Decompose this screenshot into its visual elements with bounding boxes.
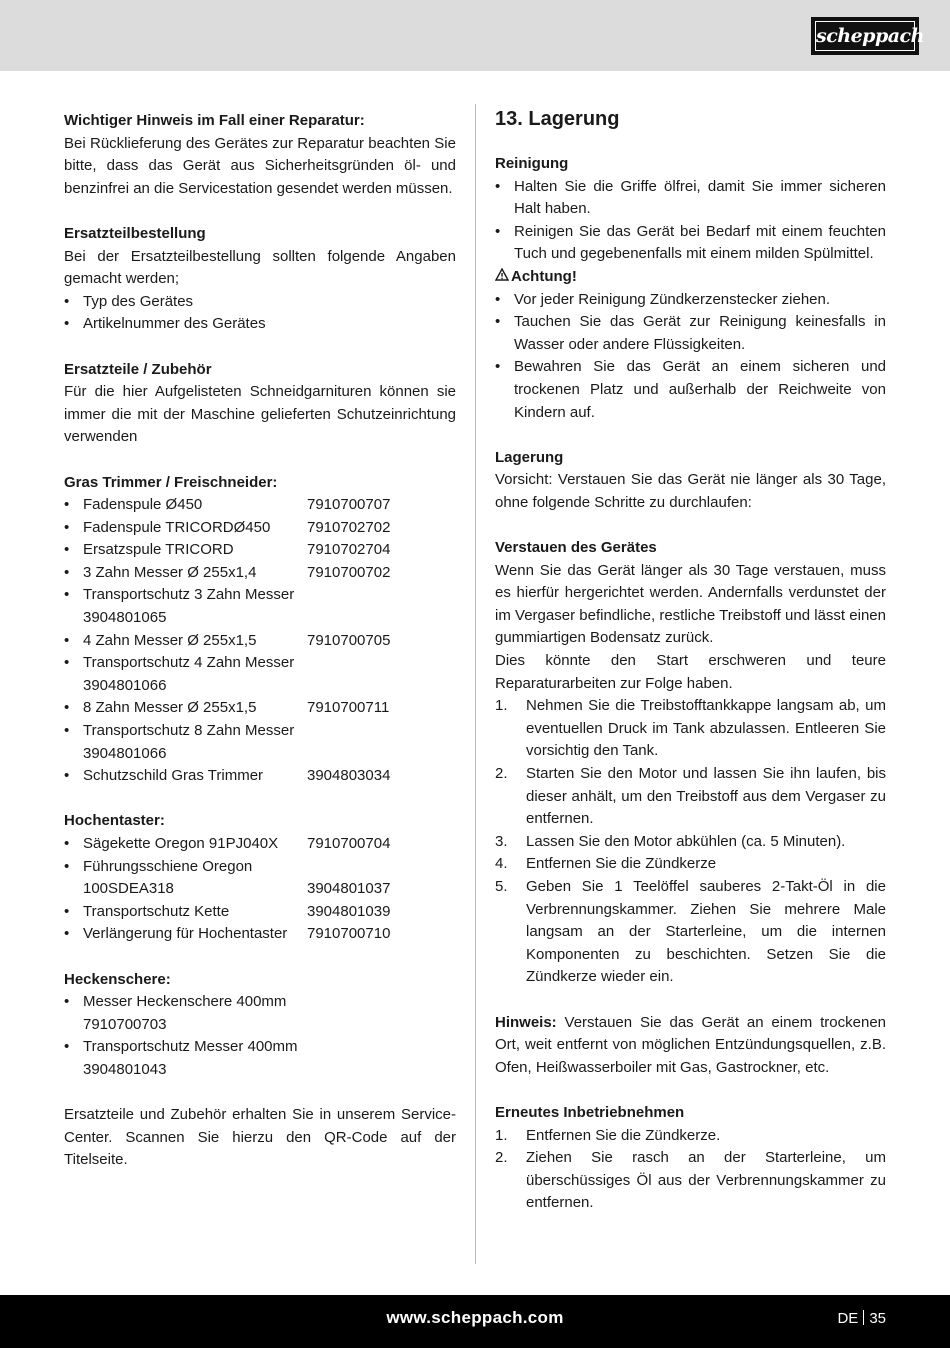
list-item: • Vor jeder Reinigung Zündkerzenstecker ziehen. <box>495 289 886 312</box>
chapter-heading: 13. Lagerung <box>495 108 620 130</box>
part-item <box>64 991 456 1036</box>
header-bar <box>0 0 950 71</box>
warning-list <box>495 289 886 425</box>
footer-bar <box>0 1295 950 1348</box>
part-number: 3904801037 <box>307 880 391 898</box>
part-number: 3904801039 <box>307 902 391 920</box>
part-item <box>64 720 456 765</box>
part-item <box>64 923 456 946</box>
part-number: 7910700710 <box>307 925 391 943</box>
list-item: • Bewahren Sie das Gerät an einem sicheren und trockenen Platz und außerhalb der Reichweite von Kindern auf. <box>495 356 886 424</box>
logo-text: scheppach <box>815 21 915 51</box>
part-number: 3904801066 <box>83 744 167 762</box>
part-number: 7910700704 <box>307 835 391 852</box>
part-name: Sägekette Oregon 91PJ040X <box>83 835 279 852</box>
column-divider <box>475 104 476 1264</box>
gras-parts-list <box>64 494 456 788</box>
repair-text: Bei Rücklieferung des Gerätes zur Reparatur beachten Sie bitte, dass das Gerät aus Sicherheitsgründen öl- und benzinfrei an die Servicestation gesendet werden müssen. <box>64 134 456 197</box>
clean-list <box>495 176 886 266</box>
part-item <box>64 562 456 585</box>
part-number: 3904801066 <box>83 676 167 694</box>
list-item: • Halten Sie die Griffe ölfrei, damit Sie immer sicheren Halt haben. <box>495 176 886 221</box>
note-text: Hinweis: Verstauen Sie das Gerät an einem trockenen Ort, weit entfernt von möglichen Entzündungsquellen, z.B. Ofen, Heißwasserboiler mit Gas, Gastrockner, etc. <box>495 1013 886 1076</box>
part-item <box>64 697 456 720</box>
part-name: • Transportschutz 4 Zahn Messer <box>83 654 295 672</box>
part-name: Fadenspule TRICORDØ450 <box>83 518 271 536</box>
list-item: • Typ des Gerätes <box>64 291 456 314</box>
restart-heading: Erneutes Inbetriebnehmen <box>495 1103 685 1121</box>
part-name: • Messer Heckenschere 400mm <box>83 993 287 1011</box>
stow-heading: Verstauen des Gerätes <box>495 539 657 557</box>
part-name: 3 Zahn Messer Ø 255x1,4 <box>83 563 257 581</box>
part-number: 7910700711 <box>307 699 390 717</box>
part-name: Transportschutz Kette <box>83 902 230 920</box>
list-item: • Tauchen Sie das Gerät zur Reinigung keinesfalls in Wasser oder andere Flüssigkeiten. <box>495 311 886 356</box>
stow-steps <box>495 695 886 989</box>
part-item <box>64 517 456 540</box>
part-name: 8 Zahn Messer Ø 255x1,5 <box>83 699 257 717</box>
order-text: Bei der Ersatzteilbestellung sollten folgende Angaben gemacht werden; <box>64 247 456 288</box>
step-item: 5. Geben Sie 1 Teelöffel sauberes 2-Takt-Öl in die Verbrennungskammer. Ziehen Sie mehrere Male langsam an der Starterleine, um die internen Komponenten zu beschichten. Setzen Sie die Zündkerze wieder ein. <box>495 878 886 986</box>
stow-text-2: Dies könnte den Start erschweren und teure Reparaturarbeiten zur Folge haben. <box>495 652 886 692</box>
note-label: Hinweis: <box>495 1013 557 1031</box>
part-number: 7910700707 <box>307 496 391 514</box>
stow-text: Wenn Sie das Gerät länger als 30 Tage verstauen, muss es hierfür hergerichtet werden. Andernfalls verdunstet der im Vergaser befindliche, restliche Treibstoff und lässt einen gummiartigen Bodensatz zurück. <box>495 561 886 647</box>
step-item: 4. Entfernen Sie die Zündkerze <box>495 855 717 873</box>
part-number: 7910700703 <box>83 1015 167 1033</box>
part-number: 7910702702 <box>307 518 391 536</box>
order-list <box>64 291 456 336</box>
part-item <box>64 901 456 924</box>
language-code: DE <box>837 1310 859 1327</box>
part-number: 3904803034 <box>307 767 391 785</box>
warning-label: Achtung! <box>511 267 577 285</box>
part-item <box>64 856 456 901</box>
spares-text: Für die hier Aufgelisteten Schneidgarnituren können sie immer die mit der Maschine gelieferten Schutzeinrichtung verwenden <box>64 383 456 446</box>
website-link[interactable]: www.scheppach.com <box>386 1308 564 1327</box>
step-item: 1. Nehmen Sie die Treibstofftankkappe langsam ab, um eventuellen Druck im Tank abzulassen. Entleeren Sie vorsichtig den Tank. <box>495 697 886 760</box>
part-item <box>64 630 456 653</box>
warning-triangle-icon <box>495 266 511 289</box>
step-item: 2. Starten Sie den Motor und lassen Sie ihn laufen, bis dieser anhält, um den Treibstoff aus dem Vergaser zu entfernen. <box>495 765 886 828</box>
part-item <box>64 652 456 697</box>
page-number: 35 <box>869 1310 886 1327</box>
restart-steps <box>495 1125 886 1215</box>
list-item: • Reinigen Sie das Gerät bei Bedarf mit einem feuchten Tuch und gegebenenfalls mit einem milden Spülmittel. <box>495 221 886 266</box>
part-number: 7910700705 <box>307 631 391 649</box>
step-item: 1. Entfernen Sie die Zündkerze. <box>495 1126 721 1144</box>
part-item <box>64 765 456 788</box>
part-number: 7910700702 <box>307 563 391 581</box>
list-item: • Artikelnummer des Gerätes <box>64 313 456 336</box>
part-number: 3904801043 <box>83 1060 167 1078</box>
clean-heading: Reinigung <box>495 155 569 172</box>
warning-line <box>495 266 886 289</box>
storage-heading: Lagerung <box>495 448 564 466</box>
right-column <box>495 110 886 1215</box>
step-item: 2. Ziehen Sie rasch an der Starterleine, um überschüssiges Öl aus der Verbrennungskammer zu entfernen. <box>495 1149 886 1212</box>
order-heading: Ersatzteilbestellung <box>64 224 206 242</box>
hoch-heading: Hochentaster: <box>64 812 165 830</box>
hecken-heading: Heckenschere: <box>64 970 171 988</box>
gras-heading: Gras Trimmer / Freischneider: <box>64 473 278 491</box>
part-name: Schutzschild Gras Trimmer <box>83 767 264 785</box>
hoch-parts-list <box>64 833 456 946</box>
part-item <box>64 833 456 856</box>
storage-text: Vorsicht: Verstauen Sie das Gerät nie länger als 30 Tage, ohne folgende Schritte zu durchlaufen: <box>495 471 886 511</box>
part-name-line2: 100SDEA318 <box>83 880 174 898</box>
step-item: 3. Lassen Sie den Motor abkühlen (ca. 5 Minuten). <box>495 832 846 850</box>
part-item <box>64 584 456 629</box>
part-number: 3904801065 <box>83 609 167 627</box>
repair-heading: Wichtiger Hinweis im Fall einer Reparatur: <box>64 112 365 129</box>
hecken-parts-list <box>64 991 456 1081</box>
part-item <box>64 539 456 562</box>
part-name: Ersatzspule TRICORD <box>83 541 234 559</box>
part-name: Fadenspule Ø450 <box>83 496 203 514</box>
scheppach-logo <box>811 17 924 55</box>
part-name: • Transportschutz 8 Zahn Messer <box>83 722 295 740</box>
part-name: • Transportschutz Messer 400mm <box>83 1038 298 1056</box>
closing-text: Ersatzteile und Zubehör erhalten Sie in unserem Service-Center. Scannen Sie hierzu den QR-Code auf der Titelseite. <box>64 1106 456 1169</box>
part-item <box>64 494 456 517</box>
part-name: 4 Zahn Messer Ø 255x1,5 <box>83 631 257 649</box>
part-item <box>64 1036 456 1081</box>
part-name: Verlängerung für Hochentaster <box>83 925 288 943</box>
part-name: • Transportschutz 3 Zahn Messer <box>83 586 295 604</box>
spares-heading: Ersatzteile / Zubehör <box>64 360 212 378</box>
part-number: 7910702704 <box>307 541 391 559</box>
page-indicator <box>837 1310 886 1327</box>
part-name: • Führungsschiene Oregon <box>83 857 253 875</box>
left-column <box>64 110 456 1172</box>
